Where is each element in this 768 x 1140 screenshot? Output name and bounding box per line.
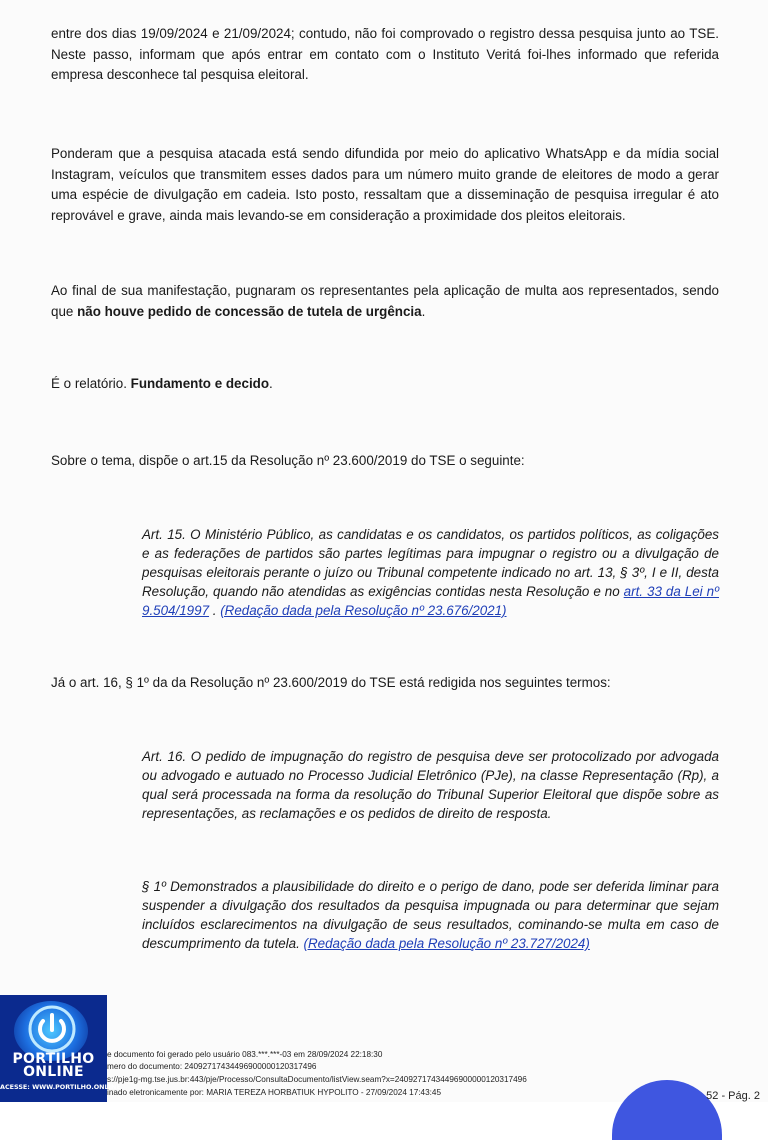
paragraph-art-16-intro: Já o art. 16, § 1º da da Resolução nº 23.600/2019 do TSE está redigida nos seguintes termos: — [51, 675, 611, 690]
paragraph-whatsapp-instagram: Ponderam que a pesquisa atacada está sendo difundida por meio do aplicativo WhatsApp e da mídia social Instagram, veículos que transmitem esses dados para um número muito grande de eleitores de modo a gerar uma espécie de divulgação em cadeia. Isto posto, ressaltam que a disseminação de pesquisa irregular é ato reprovável e grave, ainda mais levando-se em consideração a proximidade dos pleitos eleitorais. — [51, 146, 719, 223]
quote-paragrafo-1 — [142, 877, 719, 953]
p4-end: . — [269, 376, 273, 391]
footer-consulta-url[interactable]: s://pje1g-mg.tse.jus.br:443/pje/Processo/ConsultaDocumento/listView.seam?x=24092717434496900000120317496 — [107, 1075, 527, 1084]
paragraph-relatorio — [51, 374, 719, 395]
footer-signature: inado eletronicamente por: MARIA TEREZA HORBATIUK HYPOLITO - 27/09/2024 17:43:45 — [107, 1088, 442, 1097]
paragraph-pesquisa-registro: entre dos dias 19/09/2024 e 21/09/2024; contudo, não foi comprovado o registro dessa pesquisa junto ao TSE. Neste passo, informam que após entrar em contato com o Instituto Veritá foi-lhes informado que referida empresa desconhece tal pesquisa eleitoral. — [51, 26, 719, 82]
power-icon — [26, 1003, 78, 1055]
p3-start: Ao final de sua manifestação, pugnaram os representantes pela aplicação de multa aos representados, sendo que — [51, 283, 719, 319]
paragraph-sobre-tema: Sobre o tema, dispõe o art.15 da Resolução nº 23.600/2019 do TSE o seguinte: — [51, 453, 525, 468]
logo-site: ACESSE: WWW.PORTILHO.ONLINE — [0, 1083, 121, 1091]
quote-art-16: Art. 16. O pedido de impugnação do registro de pesquisa deve ser protocolizado por advogada ou advogado e autuado no Processo Judicial Eletrônico (PJe), na classe Representação (Rp), a qual será processada na forma da resolução do Tribunal Superior Eleitoral que dispõe sobre as representações, as reclamações e os pedidos de direito de resposta. — [142, 749, 719, 821]
p3-bold: não houve pedido de concessão de tutela de urgência — [77, 303, 422, 319]
p3-end: . — [421, 303, 426, 319]
blue-overlay-shape — [612, 1080, 722, 1140]
p4-bold: Fundamento e decido — [130, 376, 270, 391]
link-redacao-23676[interactable]: (Redação dada pela Resolução nº 23.676/2021) — [220, 603, 507, 618]
art15-text: Art. 15. O Ministério Público, as candidatas e os candidatos, os partidos políticos, as coligações e as federações de partidos são partes legítimas para impugnar o registro ou a divulgação de pesquisas eleitorais perante o juízo ou Tribunal competente indicado no art. 13, § 3º, I e II, desta Resolução, quando não atendidas as exigências contidas nesta Resolução e no — [142, 527, 719, 599]
paragraph-final-manifestacao — [51, 281, 719, 322]
page-number: 52 - Pág. 2 — [706, 1090, 760, 1102]
logo-name — [0, 1053, 107, 1079]
footer-document-number: mero do documento: 24092717434496900000120317496 — [107, 1062, 317, 1071]
logo-name-line2: ONLINE — [23, 1064, 84, 1080]
logo-name-line1: PORTILHO — [12, 1051, 95, 1067]
quote-art-15 — [142, 525, 719, 620]
link-redacao-23727[interactable]: (Redação dada pela Resolução nº 23.727/2024) — [303, 936, 590, 951]
footer-generated-by: e documento foi gerado pelo usuário 083.***.***-03 em 28/09/2024 22:18:30 — [107, 1050, 383, 1059]
portilho-online-logo[interactable] — [0, 995, 121, 1102]
art15-sep: . — [209, 603, 221, 618]
link-art-33-lei[interactable]: art. 33 da Lei nº 9.504/1997 — [142, 584, 719, 618]
p4-start: É o relatório. — [51, 376, 131, 391]
par1-text: § 1º Demonstrados a plausibilidade do direito e o perigo de dano, pode ser deferida liminar para suspender a divulgação dos resultados da pesquisa impugnada ou para determinar que sejam incluídos esclarecimentos na divulgação de seus resultados, cominando-se multa em caso de descumprimento da tutela. — [142, 879, 719, 951]
